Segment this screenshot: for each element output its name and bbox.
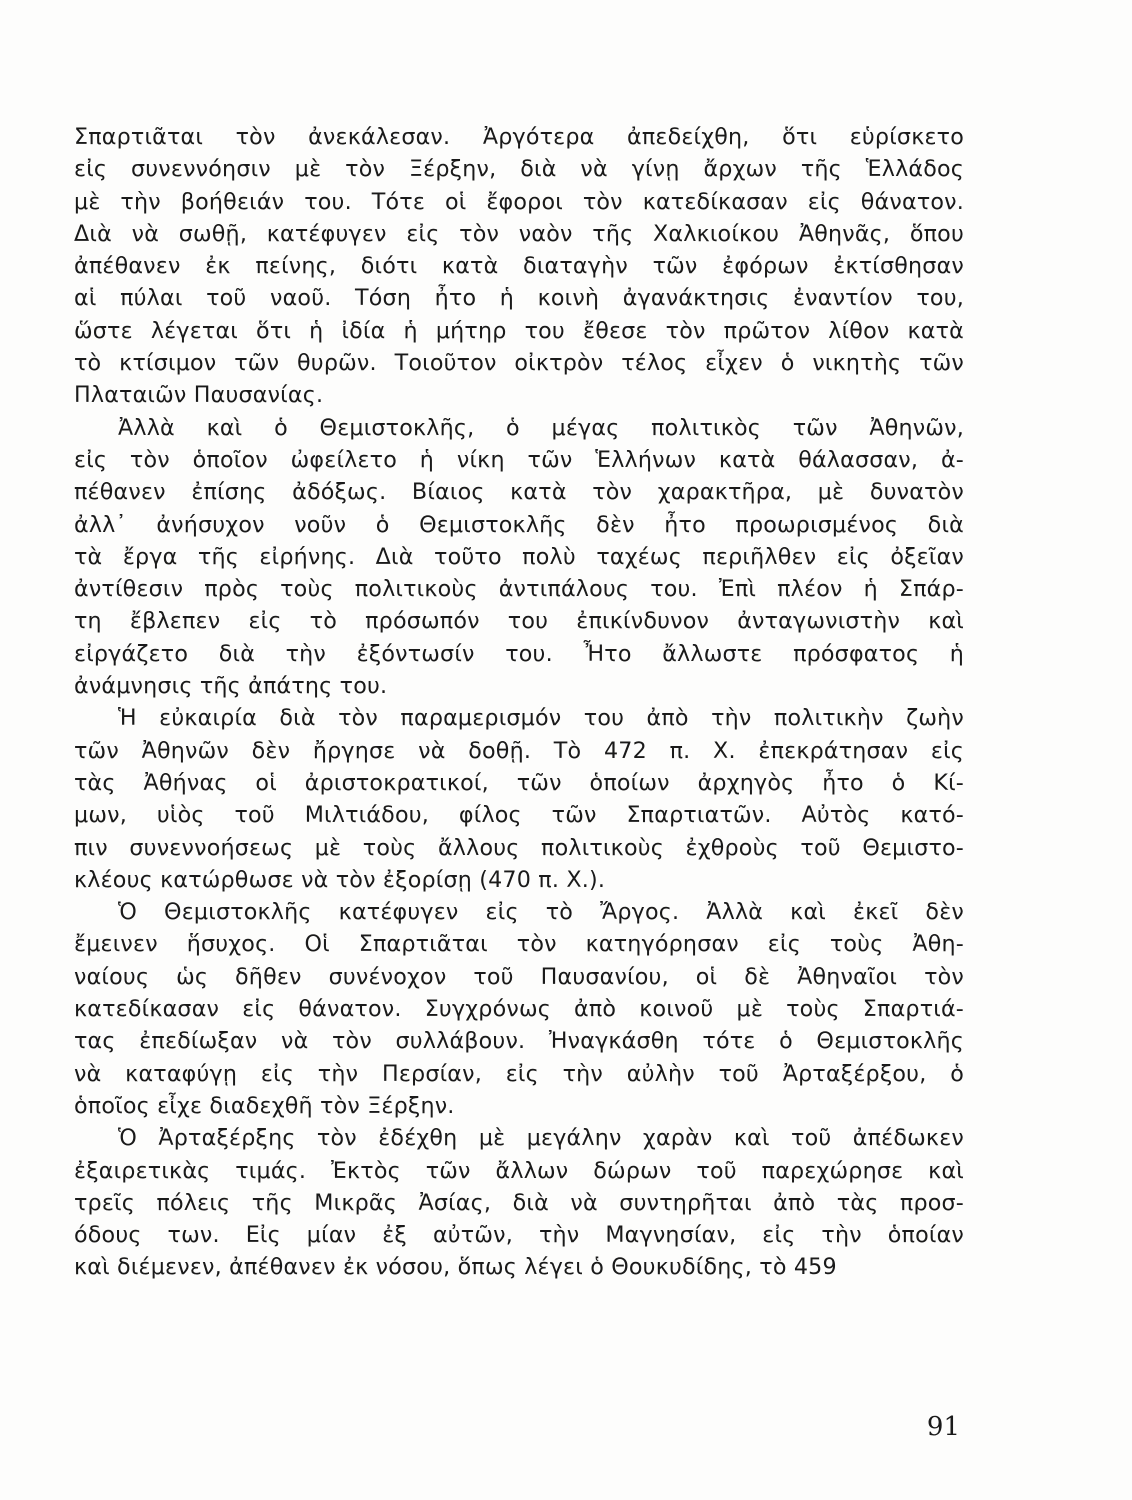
text-line: κλέους κατώρθωσε νὰ τὸν ἐξορίσῃ (470 π. Χ.). xyxy=(74,866,606,893)
text-line: ὁποῖος εἶχε διαδεχθῆ τὸν Ξέρξην. xyxy=(74,1092,455,1119)
text-line: τὸ κτίσιμον τῶν θυρῶν. Τοιοῦτον οἰκτρὸν τέλος εἶχεν ὁ νικητὴς τῶν xyxy=(74,350,964,377)
text-line: Ὁ Ἀρταξέρξης τὸν ἐδέχθη μὲ μεγάλην χαρὰν καὶ τοῦ ἀπέδωκεν xyxy=(118,1125,964,1152)
text-line: ἔμεινεν ἥσυχος. Οἱ Σπαρτιᾶται τὸν κατηγόρησαν εἰς τοὺς Ἀθη- xyxy=(74,931,964,958)
paragraph xyxy=(74,412,964,703)
text-line: Πλαταιῶν Παυσανίας. xyxy=(74,382,324,409)
text-line: εἰς συνεννόησιν μὲ τὸν Ξέρξην, διὰ νὰ γίνῃ ἄρχων τῆς Ἑλλάδος xyxy=(74,156,964,183)
text-line: ἐξαιρετικὰς τιμάς. Ἐκτὸς τῶν ἄλλων δώρων τοῦ παρεχώρησε καὶ xyxy=(74,1157,964,1184)
text-line: τῶν Ἀθηνῶν δὲν ἤργησε νὰ δοθῇ. Τὸ 472 π. Χ. ἐπεκράτησαν εἰς xyxy=(74,737,964,764)
page-number: 91 xyxy=(926,1412,960,1442)
paragraph xyxy=(74,1122,964,1283)
text-line: Σπαρτιᾶται τὸν ἀνεκάλεσαν. Ἀργότερα ἀπεδείχθη, ὅτι εὑρίσκετο xyxy=(74,124,964,150)
text-line: τὰ ἔργα τῆς εἰρήνης. Διὰ τοῦτο πολὺ ταχέως περιῆλθεν εἰς ὀξεῖαν xyxy=(74,543,964,570)
text-line: τας ἐπεδίωξαν νὰ τὸν συλλάβουν. Ἠναγκάσθη τότε ὁ Θεμιστοκλῆς xyxy=(74,1028,964,1055)
text-line: πιν συνεννοήσεως μὲ τοὺς ἄλλους πολιτικοὺς ἐχθροὺς τοῦ Θεμιστο- xyxy=(74,834,964,861)
paragraph xyxy=(74,121,964,412)
text-line: Διὰ νὰ σωθῇ, κατέφυγεν εἰς τὸν ναὸν τῆς Χαλκιοίκου Ἀθηνᾶς, ὅπου xyxy=(74,220,964,247)
text-line: εἰς τὸν ὁποῖον ὠφείλετο ἡ νίκη τῶν Ἑλλήνων κατὰ θάλασσαν, ἀ- xyxy=(74,446,964,473)
text-line: Ἡ εὐκαιρία διὰ τὸν παραμερισμόν του ἀπὸ τὴν πολιτικὴν ζωὴν xyxy=(118,705,964,732)
text-line: πέθανεν ἐπίσης ἀδόξως. Βίαιος κατὰ τὸν χαρακτῆρα, μὲ δυνατὸν xyxy=(74,479,964,506)
body-text xyxy=(74,121,964,1284)
text-line: κατεδίκασαν εἰς θάνατον. Συγχρόνως ἀπὸ κοινοῦ μὲ τοὺς Σπαρτιά- xyxy=(74,996,964,1023)
text-line: τη ἔβλεπεν εἰς τὸ πρόσωπόν του ἐπικίνδυνον ἀνταγωνιστὴν καὶ xyxy=(74,608,964,635)
text-line: ἀνάμνησις τῆς ἀπάτης του. xyxy=(74,673,388,700)
text-line: όδους των. Εἰς μίαν ἐξ αὐτῶν, τὴν Μαγνησίαν, εἰς τὴν ὁποίαν xyxy=(74,1222,964,1249)
text-line: Ἀλλὰ καὶ ὁ Θεμιστοκλῆς, ὁ μέγας πολιτικὸς τῶν Ἀθηνῶν, xyxy=(118,414,964,441)
text-line: αἱ πύλαι τοῦ ναοῦ. Τόση ἦτο ἡ κοινὴ ἀγανάκτησις ἐναντίον του, xyxy=(74,285,964,312)
text-line: νὰ καταφύγῃ εἰς τὴν Περσίαν, εἰς τὴν αὐλὴν τοῦ Ἀρταξέρξου, ὁ xyxy=(74,1060,964,1087)
paragraph xyxy=(74,702,964,896)
text-line: εἰργάζετο διὰ τὴν ἐξόντωσίν του. Ἦτο ἄλλωστε πρόσφατος ἡ xyxy=(74,640,964,667)
text-line: μων, υἱὸς τοῦ Μιλτιάδου, φίλος τῶν Σπαρτιατῶν. Αὐτὸς κατό- xyxy=(74,802,964,829)
text-line: ναίους ὡς δῆθεν συνένοχον τοῦ Παυσανίου, οἱ δὲ Ἀθηναῖοι τὸν xyxy=(74,963,964,990)
text-line: ἀπέθανεν ἐκ πείνης, διότι κατὰ διαταγὴν τῶν ἐφόρων ἐκτίσθησαν xyxy=(74,253,964,280)
text-line: μὲ τὴν βοήθειάν του. Τότε οἱ ἔφοροι τὸν κατεδίκασαν εἰς θάνατον. xyxy=(74,188,964,215)
text-line: καὶ διέμενεν, ἀπέθανεν ἐκ νόσου, ὅπως λέγει ὁ Θουκυδίδης, τὸ 459 xyxy=(74,1254,837,1281)
text-line: ἀλλ᾽ ἀνήσυχον νοῦν ὁ Θεμιστοκλῆς δὲν ἦτο προωρισμένος διὰ xyxy=(74,511,964,538)
text-line: ἀντίθεσιν πρὸς τοὺς πολιτικοὺς ἀντιπάλους του. Ἐπὶ πλέον ἡ Σπάρ- xyxy=(74,576,964,603)
text-line: Ὁ Θεμιστοκλῆς κατέφυγεν εἰς τὸ Ἄργος. Ἀλλὰ καὶ ἐκεῖ δὲν xyxy=(118,899,964,926)
text-line: ὥστε λέγεται ὅτι ἡ ἰδία ἡ μήτηρ του ἔθεσε τὸν πρῶτον λίθον κατὰ xyxy=(74,317,964,344)
text-line: τὰς Ἀθήνας οἱ ἀριστοκρατικοί, τῶν ὁποίων ἀρχηγὸς ἦτο ὁ Κί- xyxy=(74,769,964,796)
text-line: τρεῖς πόλεις τῆς Μικρᾶς Ἀσίας, διὰ νὰ συντηρῆται ἀπὸ τὰς προσ- xyxy=(74,1189,964,1216)
paragraph xyxy=(74,896,964,1122)
